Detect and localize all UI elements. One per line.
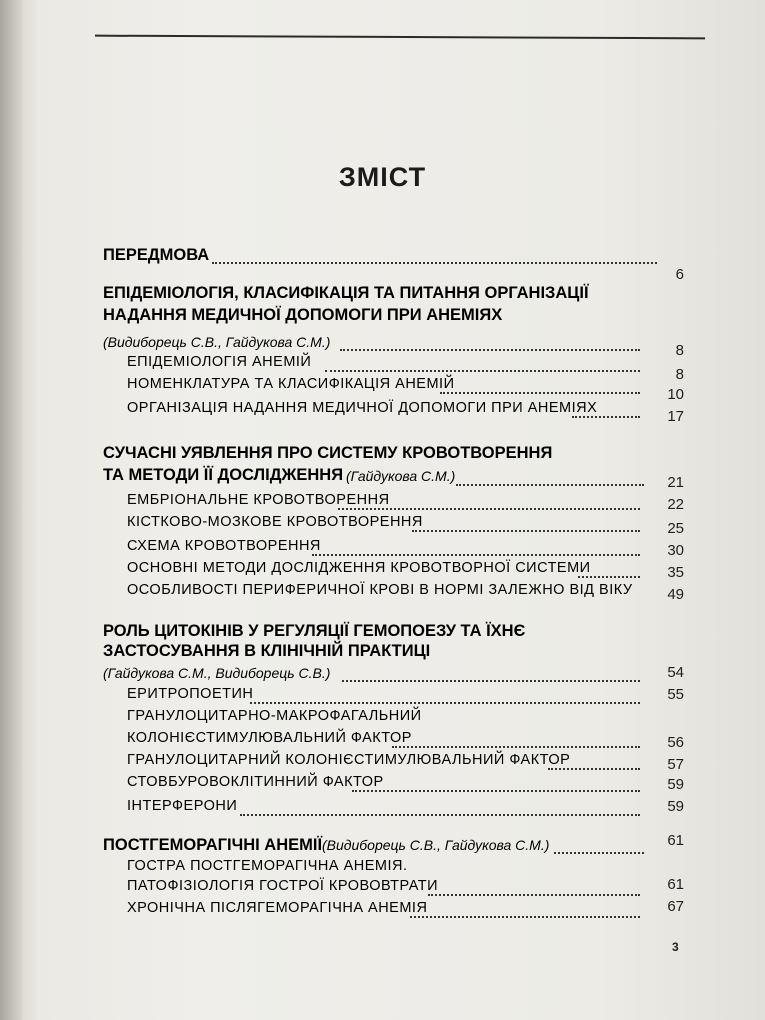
leader-dots (554, 852, 644, 854)
page-ref: 61 (667, 832, 684, 849)
section-authors: (Гайдукова С.М.) (346, 468, 456, 484)
toc-item: НОМЕНКЛАТУРА ТА КЛАСИФІКАЦІЯ АНЕМІЙ (127, 376, 455, 392)
section-title-cont: ЗАСТОСУВАННЯ В КЛІНІЧНІЙ ПРАКТИЦІ (103, 642, 431, 660)
page-ref: 55 (667, 686, 684, 703)
toc-item: ІНТЕРФЕРОНИ (127, 798, 238, 814)
leader-dots (578, 576, 640, 578)
leader-dots (338, 508, 640, 510)
page-ref: 8 (675, 342, 684, 359)
toc-item: КІСТКОВО-МОЗКОВЕ КРОВОТВОРЕННЯ (127, 514, 423, 530)
toc-item: СХЕМА КРОВОТВОРЕННЯ (127, 538, 321, 554)
page-number: 3 (672, 940, 679, 954)
page-ref: 49 (667, 586, 684, 603)
section-authors: (Видиборець С.В., Гайдукова С.М.) (103, 334, 331, 350)
section-title-cont: НАДАННЯ МЕДИЧНОЇ ДОПОМОГИ ПРИ АНЕМІЯХ (103, 306, 503, 324)
leader-dots (572, 416, 640, 418)
section-title: ПЕРЕДМОВА (103, 246, 210, 264)
page-ref: 59 (667, 798, 684, 815)
section-title: СУЧАСНІ УЯВЛЕННЯ ПРО СИСТЕМУ КРОВОТВОРЕННЯ (103, 444, 553, 462)
leader-dots (412, 530, 640, 532)
leader-dots (212, 262, 657, 264)
toc-item: ЕРИТРОПОЕТИН (127, 686, 254, 702)
page-ref: 21 (667, 474, 684, 491)
page-ref: 25 (667, 520, 684, 537)
leader-dots (548, 768, 640, 770)
page-ref: 10 (667, 386, 684, 403)
leader-dots (340, 349, 640, 351)
page-ref: 56 (667, 734, 684, 751)
toc-item: ЕПІДЕМІОЛОГІЯ АНЕМІЙ (127, 354, 312, 370)
leader-dots (392, 746, 640, 748)
section-authors: (Видиборець С.В., Гайдукова С.М.) (322, 837, 550, 853)
page-ref: 6 (675, 266, 684, 283)
toc-item: ЕМБРІОНАЛЬНЕ КРОВОТВОРЕННЯ (127, 492, 390, 508)
leader-dots (440, 392, 640, 394)
page-ref: 67 (667, 898, 684, 915)
page-title: ЗМІСТ (338, 162, 427, 192)
page-ref: 54 (667, 664, 684, 681)
page-ref: 17 (667, 408, 684, 425)
leader-dots (456, 484, 644, 486)
page-ref: 61 (667, 876, 684, 893)
toc-item: ОСНОВНІ МЕТОДИ ДОСЛІДЖЕННЯ КРОВОТВОРНОЇ СИСТЕМИ (127, 560, 591, 576)
page-ref: 57 (667, 756, 684, 773)
leader-dots (410, 916, 640, 918)
leader-dots (312, 554, 640, 556)
section-title: РОЛЬ ЦИТОКІНІВ У РЕГУЛЯЦІЇ ГЕМОПОЕЗУ ТА ЇХНЄ (103, 622, 526, 640)
page-ref: 22 (667, 496, 684, 513)
leader-dots (240, 814, 640, 816)
toc-item: ГОСТРА ПОСТГЕМОРАГІЧНА АНЕМІЯ. (127, 858, 408, 874)
toc-item: СТОВБУРОВОКЛІТИННИЙ ФАКТОР (127, 774, 384, 790)
leader-dots (428, 894, 640, 896)
toc-item: ГРАНУЛОЦИТАРНИЙ КОЛОНІЄСТИМУЛЮВАЛЬНИЙ ФАКТОР (127, 752, 571, 768)
page-ref: 35 (667, 564, 684, 581)
toc-item: ОСОБЛИВОСТІ ПЕРИФЕРИЧНОЇ КРОВІ В НОРМІ ЗАЛЕЖНО ВІД ВІКУ (127, 582, 633, 598)
page-ref: 30 (667, 542, 684, 559)
leader-dots (250, 702, 640, 704)
toc-item-cont: КОЛОНІЄСТИМУЛЮВАЛЬНИЙ ФАКТОР (127, 730, 412, 746)
leader-dots (352, 790, 640, 792)
section-authors: (Гайдукова С.М., Видиборець С.В.) (103, 665, 331, 681)
header-rule (95, 35, 705, 40)
toc-item: ОРГАНІЗАЦІЯ НАДАННЯ МЕДИЧНОЇ ДОПОМОГИ ПРИ АНЕМІЯХ (127, 400, 598, 416)
leader-dots (325, 370, 640, 372)
toc-item: ХРОНІЧНА ПІСЛЯГЕМОРАГІЧНА АНЕМІЯ (127, 900, 428, 916)
page-ref: 8 (675, 366, 684, 383)
toc-item-cont: ПАТОФІЗІОЛОГІЯ ГОСТРОЇ КРОВОВТРАТИ (127, 878, 439, 894)
section-title: ЕПІДЕМІОЛОГІЯ, КЛАСИФІКАЦІЯ ТА ПИТАННЯ ОРГАНІЗАЦІЇ (103, 284, 589, 302)
section-title-cont: ТА МЕТОДИ ЇЇ ДОСЛІДЖЕННЯ (103, 466, 344, 484)
toc-item: ГРАНУЛОЦИТАРНО-МАКРОФАГАЛЬНИЙ (127, 708, 422, 724)
page-ref: 59 (667, 776, 684, 793)
leader-dots (342, 680, 640, 682)
section-title: ПОСТГЕМОРАГІЧНІ АНЕМІЇ (103, 836, 323, 854)
